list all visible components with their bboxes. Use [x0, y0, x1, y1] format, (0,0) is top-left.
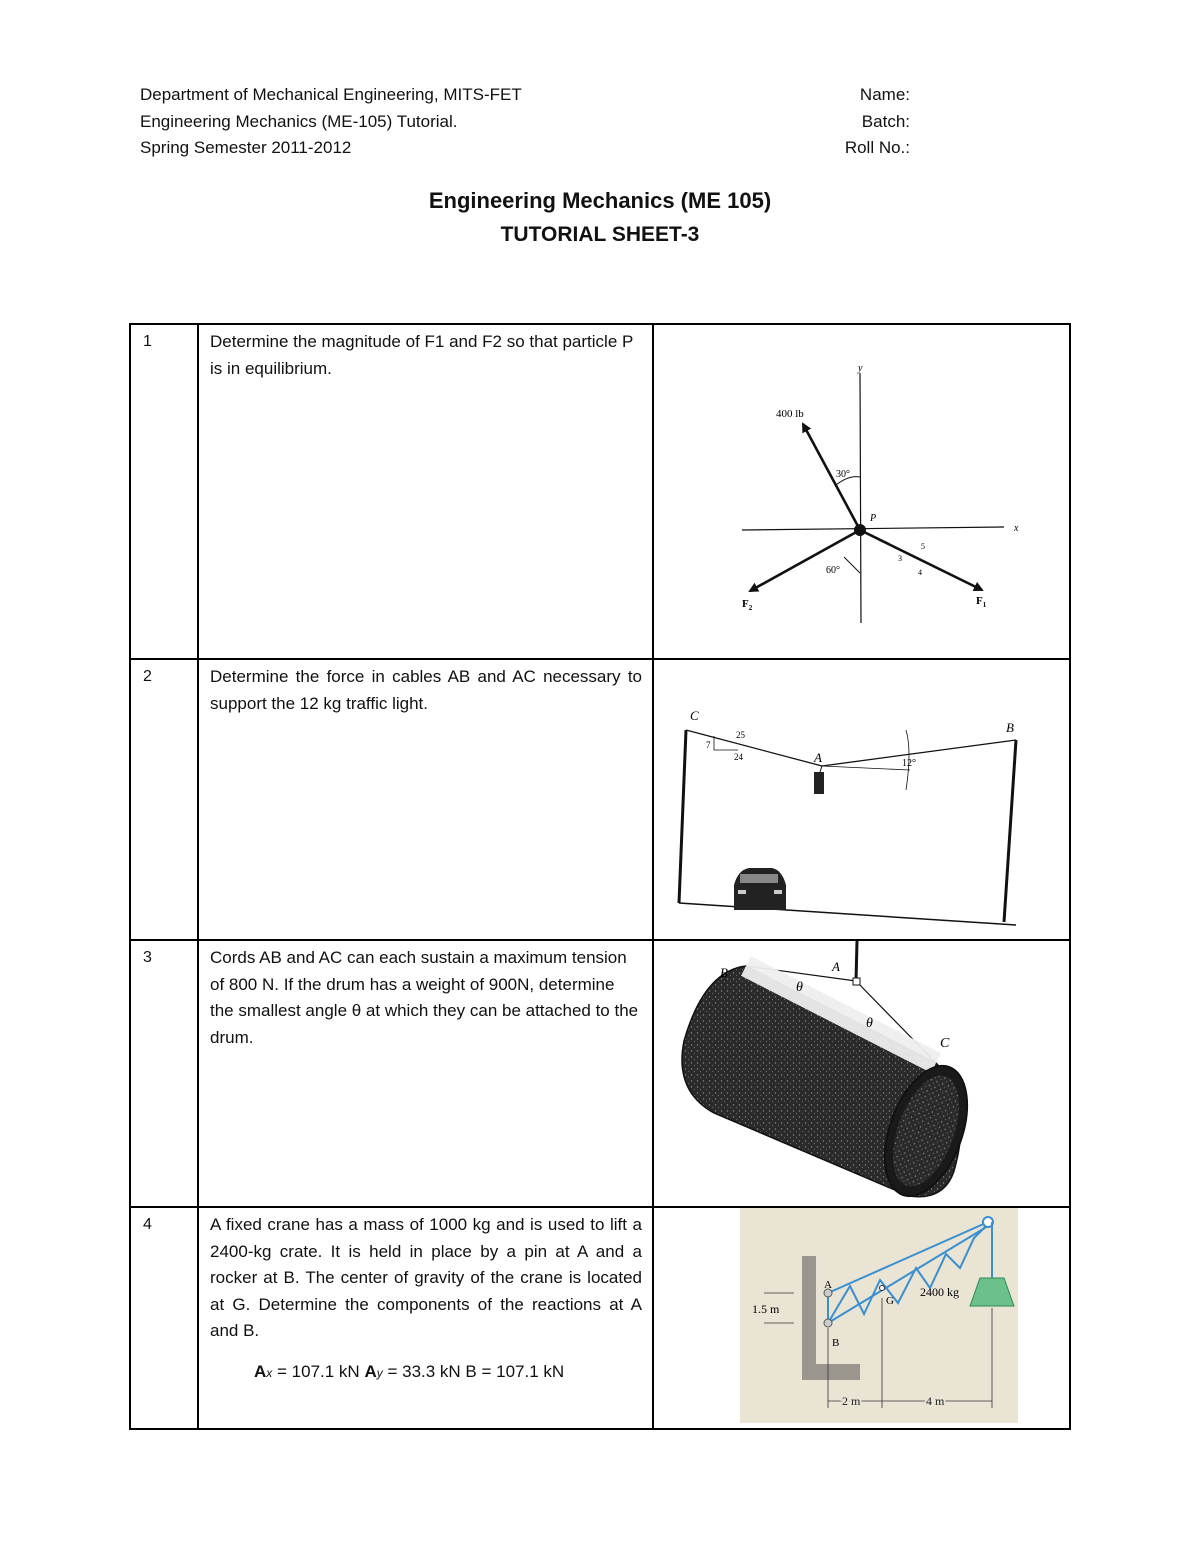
point-c-label: C	[940, 1036, 950, 1051]
batch-field-label: Batch:	[861, 111, 910, 131]
department-line: Department of Mechanical Engineering, MITS-FET	[140, 85, 522, 104]
problems-table	[129, 323, 1071, 1430]
left-pole	[679, 730, 686, 903]
particle-p	[854, 524, 866, 536]
problem-number: 4	[130, 1207, 198, 1429]
drum-figure	[654, 941, 1104, 1201]
theta-label-upper: θ	[796, 980, 803, 995]
point-g-label: G	[886, 1295, 894, 1307]
particle-equilibrium-figure	[654, 325, 1104, 653]
angle-60-label: 60°	[826, 565, 840, 576]
page-title: Engineering Mechanics (ME 105)	[428, 188, 772, 213]
point-a-label: A	[832, 959, 840, 974]
lift-cable	[856, 941, 857, 981]
angle-30-label: 30°	[836, 469, 850, 480]
crane-figure	[654, 1208, 1104, 1423]
center-of-gravity	[880, 1286, 885, 1291]
f1-label: $F_1$	[976, 595, 987, 609]
slope-5-label: 5	[921, 542, 925, 551]
point-a-label: A	[824, 1279, 832, 1291]
problem-text: Determine the force in cables AB and AC necessary to support the 12 kg traffic light.	[198, 659, 653, 940]
figure-cell	[653, 324, 1070, 659]
figure-cell	[653, 659, 1070, 940]
angle-60-arc	[844, 557, 860, 573]
problem-text-cell	[198, 1207, 653, 1429]
theta-label-lower: θ	[866, 1016, 873, 1031]
f2-label: $F_2$	[742, 598, 753, 612]
car-icon	[734, 868, 786, 910]
slope-7-label: 7	[706, 740, 711, 750]
problem-text: A fixed crane has a mass of 1000 kg and is used to lift a 2400-kg crate. It is held in place by a pin at A and a rocker at B. The center of gravity of the crane is located at G. Determine the components of the reactions at A and B.	[210, 1215, 642, 1340]
table-row	[130, 659, 1070, 940]
angle-12-label: 12°	[902, 758, 916, 769]
roll-field-label: Roll No.:	[844, 138, 910, 157]
f2-arrow	[750, 530, 860, 591]
problem-number: 2	[130, 659, 198, 940]
point-b-label: B	[1006, 720, 1014, 735]
figure-cell	[653, 1207, 1070, 1429]
height-label: 1.5 m	[752, 1302, 780, 1316]
horizontal-reference	[822, 766, 910, 770]
particle-p-label: P	[870, 513, 877, 524]
right-pole	[1004, 740, 1016, 922]
table-row	[130, 940, 1070, 1207]
problem-text: Cords AB and AC can each sustain a maximum tension of 800 N. If the drum has a weight of 900N, determine the smallest angle θ at which they can be attached to the drum.	[198, 940, 653, 1207]
course-line: Engineering Mechanics (ME-105) Tutorial.	[140, 111, 458, 131]
crane-background	[740, 1208, 1018, 1423]
page-subtitle: TUTORIAL SHEET-3	[500, 223, 700, 246]
traffic-light	[814, 772, 824, 794]
table-row	[130, 1207, 1070, 1429]
point-c-label: C	[690, 708, 699, 723]
name-field-label: Name:	[859, 85, 910, 104]
x-axis	[742, 527, 1004, 530]
problem-text: Determine the magnitude of F1 and F2 so that particle P is in equilibrium.	[198, 324, 653, 659]
distance-2m-label: 2 m	[842, 1394, 861, 1408]
distance-4m-label: 4 m	[926, 1394, 945, 1408]
slope-24-label: 24	[734, 752, 743, 762]
slope-4-label: 4	[918, 568, 922, 577]
ground-line	[679, 903, 1016, 925]
slope-25-label: 25	[736, 730, 745, 740]
header-left	[140, 82, 522, 162]
rocker-b	[824, 1319, 832, 1327]
semester-line: Spring Semester 2011-2012	[140, 138, 352, 157]
cable-ab	[822, 740, 1016, 766]
y-axis-label: y	[858, 363, 863, 374]
header-right	[790, 82, 910, 162]
light-hanger	[820, 766, 822, 772]
y-axis	[860, 373, 861, 623]
problem-number: 3	[130, 940, 198, 1207]
answer-line: Ax = 107.1 kN Ay = 33.3 kN B = 107.1 kN	[254, 1361, 565, 1381]
problem-number: 1	[130, 324, 198, 659]
point-b-label: B	[832, 1337, 840, 1349]
ring-a	[853, 978, 860, 985]
force-400-label: 400 lb	[776, 408, 804, 420]
figure-cell	[653, 940, 1070, 1207]
point-b-label: B	[720, 965, 728, 980]
mass-label: 2400 kg	[920, 1285, 959, 1299]
title-block	[0, 186, 1200, 250]
point-a-label: A	[814, 750, 822, 765]
slope-3-label: 3	[898, 554, 902, 563]
x-axis-label: x	[1014, 523, 1019, 534]
table-row	[130, 324, 1070, 659]
traffic-light-figure	[654, 660, 1104, 934]
f1-arrow	[860, 530, 982, 590]
